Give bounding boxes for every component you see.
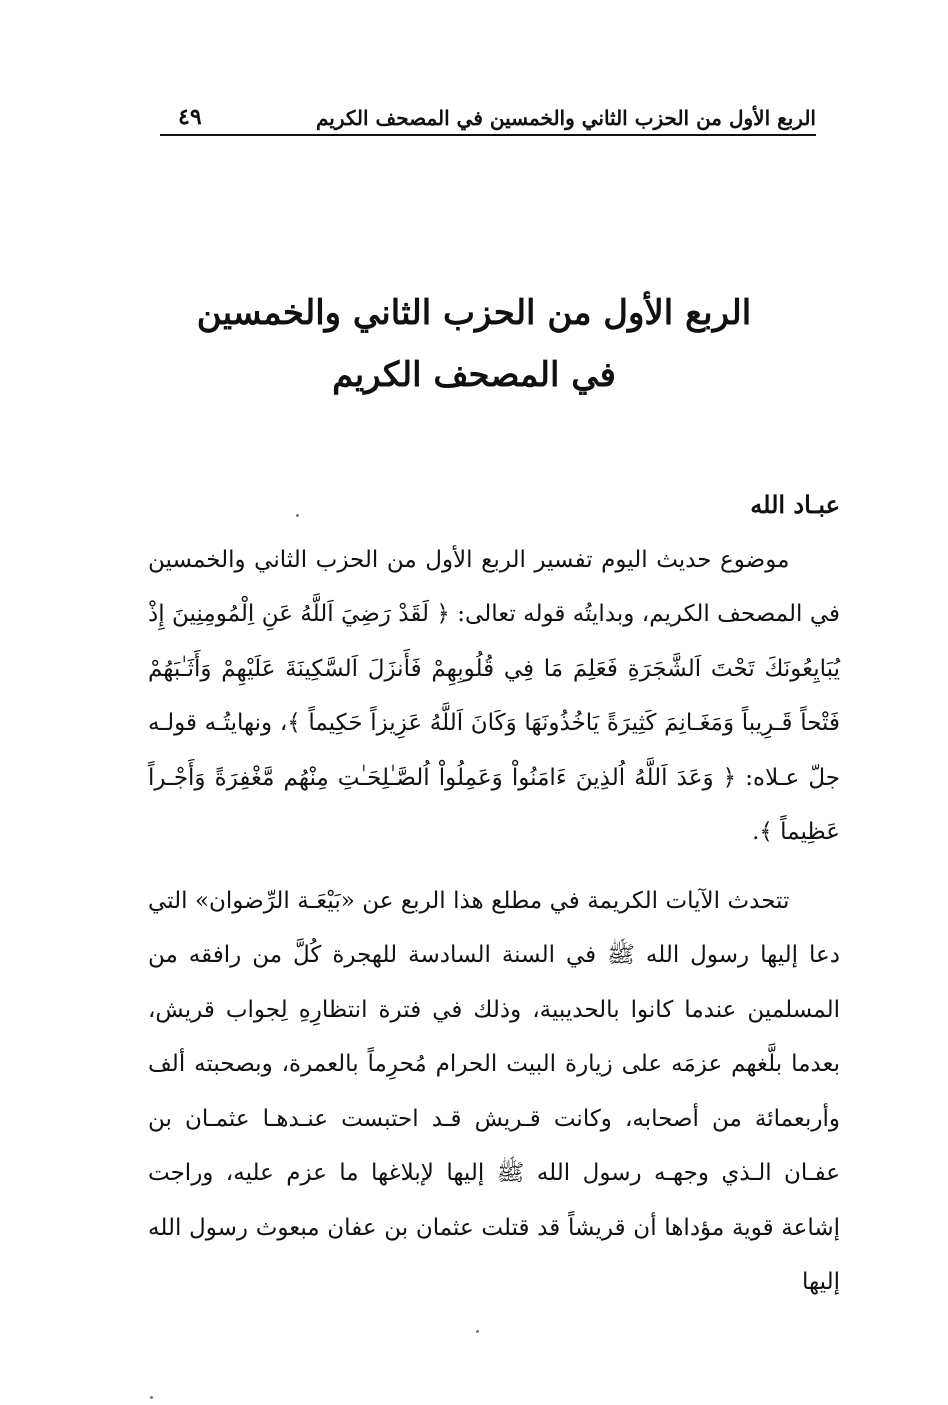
paragraph-1: موضوع حديث اليوم تفسير الربع الأول من الحزب الثاني والخمسين في المصحف الكريم، وبدايتُه قوله تعالى: ﴿ لَقَدْ رَضِيَ اَللَّهُ عَنِ اِلْمُومِنِينَ إِذْ يُبَايِعُونَكَ تَحْتَ اَلشَّجَرَةِ فَعَلِمَ مَا فِي قُلُوبِهِمْ فَأَنزَلَ اَلسَّكِينَةَ عَلَيْهِمْ وَأَثَـٰبَهُمْ فَتْحاً قَـرِيباً وَمَغَـانِمَ كَثِيرَةً يَاخُذُونَهَا وَكَانَ اَللَّهُ عَزِيزاً حَكِيماً ﴾، ونهايتُـه قولـه جلّ عـلاه: ﴿ وَعَدَ اَللَّهُ اُلذِينَ ءَامَنُواْ وَعَمِلُواْ اُلصَّـٰلِحَـٰتِ مِنْهُم مَّغْفِرَةً وَأَجْـراً عَظِيماً ﴾.	[148, 546, 840, 845]
chapter-title-line-2: في المصحف الكريم	[332, 355, 616, 395]
chapter-title-line-1: الربع الأول من الحزب الثاني والخمسين	[196, 293, 752, 333]
scan-speck	[296, 514, 299, 517]
running-title: الربع الأول من الحزب الثاني والخمسين في المصحف الكريم	[315, 106, 816, 130]
scan-speck	[150, 1396, 153, 1399]
paragraph-2: تتحدث الآيات الكريمة في مطلع هذا الربع عن «بَيْعَـة الرِّضوان» التي دعا إليها رسول الله ﷺ في السنة السادسة للهجرة كُلَّ من رافقه من المسلمين عندما كانوا بالحديبية، وذلك في فترة انتظارِهِ لِجواب قريش، بعدما بلَّغهم عزمَه على زيارة البيت الحرام مُحرِماً بالعمرة، وبصحبته ألف وأربعمائة من أصحابه، وكانت قـريش قـد احتبست عنـدهـا عثمـان بن عفـان الـذي وجهـه رسول الله ﷺ إليها لإبلاغها ما عزم عليه، وراجت إشاعة قوية مؤداها أن قريشاً قد قتلت عثمان بن عفان مبعوث رسول الله إليها	[148, 887, 840, 1295]
chapter-title	[150, 282, 798, 406]
running-header	[160, 96, 816, 136]
scan-speck	[476, 1330, 479, 1333]
body-text	[148, 478, 840, 1310]
salutation: عبـاد الله	[750, 490, 840, 519]
page-number: ٤٩	[178, 104, 202, 130]
